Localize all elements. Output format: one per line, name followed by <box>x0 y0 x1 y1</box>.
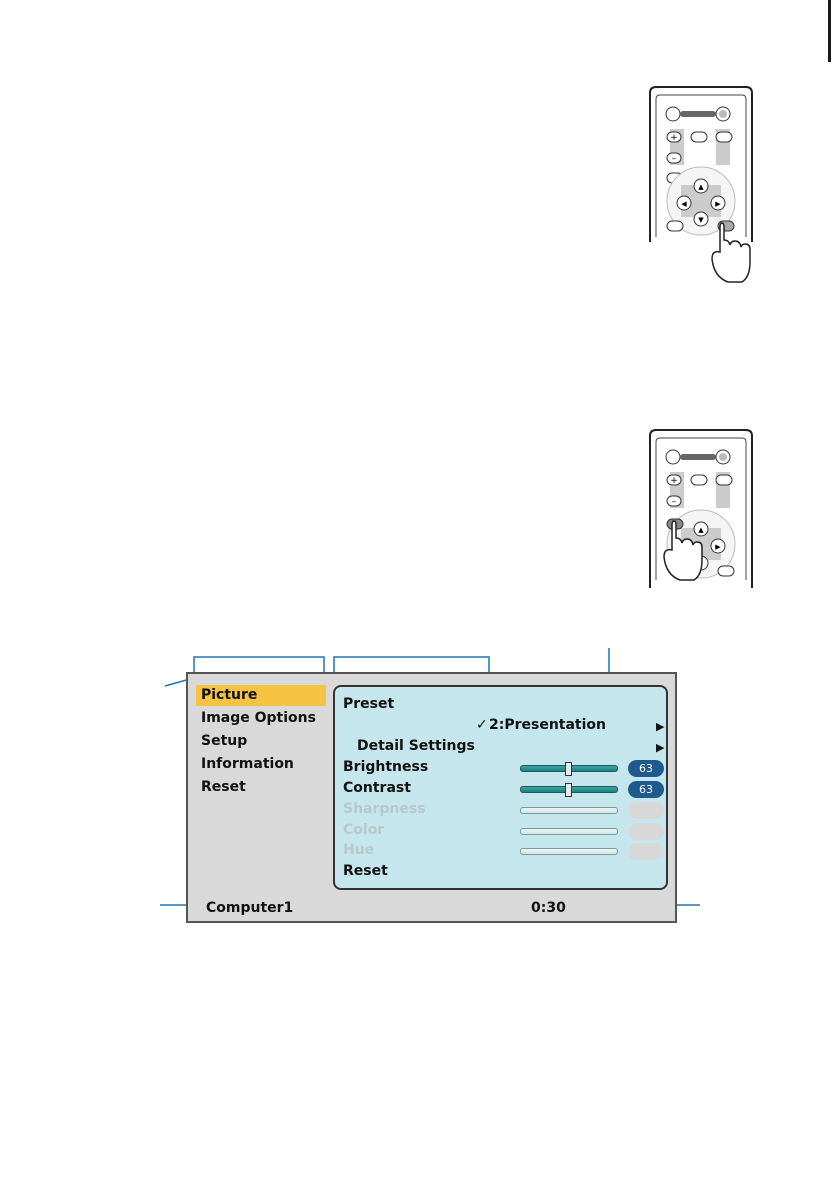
brightness-label[interactable]: Brightness <box>343 759 429 775</box>
svg-text:▶: ▶ <box>715 543 721 551</box>
svg-text:▲: ▲ <box>698 183 704 191</box>
hue-value <box>628 843 664 860</box>
svg-text:▼: ▼ <box>698 216 704 224</box>
contrast-label[interactable]: Contrast <box>343 780 411 796</box>
contrast-slider[interactable] <box>520 786 618 793</box>
svg-text:–: – <box>671 497 677 507</box>
svg-text:+: + <box>670 133 678 143</box>
timer-text: 0:30 <box>531 900 566 916</box>
onscreen-menu <box>186 672 677 923</box>
brightness-slider-knob[interactable] <box>565 762 572 776</box>
status-bar <box>188 896 675 921</box>
color-value <box>628 823 664 840</box>
preset-label[interactable]: Preset <box>343 696 395 712</box>
sharpness-label: Sharpness <box>343 801 426 817</box>
right-arrow-icon[interactable]: ▶ <box>656 720 665 733</box>
source-name: Computer1 <box>206 900 294 916</box>
svg-text:▶: ▶ <box>715 200 721 208</box>
menu-item-setup[interactable]: Setup <box>201 733 248 749</box>
color-label: Color <box>343 822 385 838</box>
contrast-value: 63 <box>628 781 664 798</box>
svg-text:–: – <box>671 154 677 164</box>
picture-settings-panel <box>333 685 668 890</box>
brightness-value: 63 <box>628 760 664 777</box>
menu-tab-list <box>192 680 332 894</box>
color-slider <box>520 828 618 835</box>
menu-item-reset[interactable]: Reset <box>201 779 246 795</box>
sharpness-value <box>628 802 664 819</box>
hue-label: Hue <box>343 842 375 858</box>
sharpness-slider <box>520 807 618 814</box>
svg-text:▲: ▲ <box>698 526 704 534</box>
reset-label[interactable]: Reset <box>343 863 388 879</box>
hue-slider <box>520 848 618 855</box>
menu-item-picture[interactable]: Picture <box>196 685 326 706</box>
menu-item-image-options[interactable]: Image Options <box>201 710 316 726</box>
detail-settings-label[interactable]: Detail Settings <box>357 738 475 754</box>
right-arrow-icon[interactable]: ▶ <box>656 741 665 754</box>
svg-text:◀: ◀ <box>681 200 687 208</box>
check-mark-icon: ✓ <box>476 717 488 733</box>
menu-item-information[interactable]: Information <box>201 756 294 772</box>
preset-value[interactable]: 2:Presentation <box>489 717 607 733</box>
svg-text:+: + <box>670 476 678 486</box>
contrast-slider-knob[interactable] <box>565 783 572 797</box>
brightness-slider[interactable] <box>520 765 618 772</box>
